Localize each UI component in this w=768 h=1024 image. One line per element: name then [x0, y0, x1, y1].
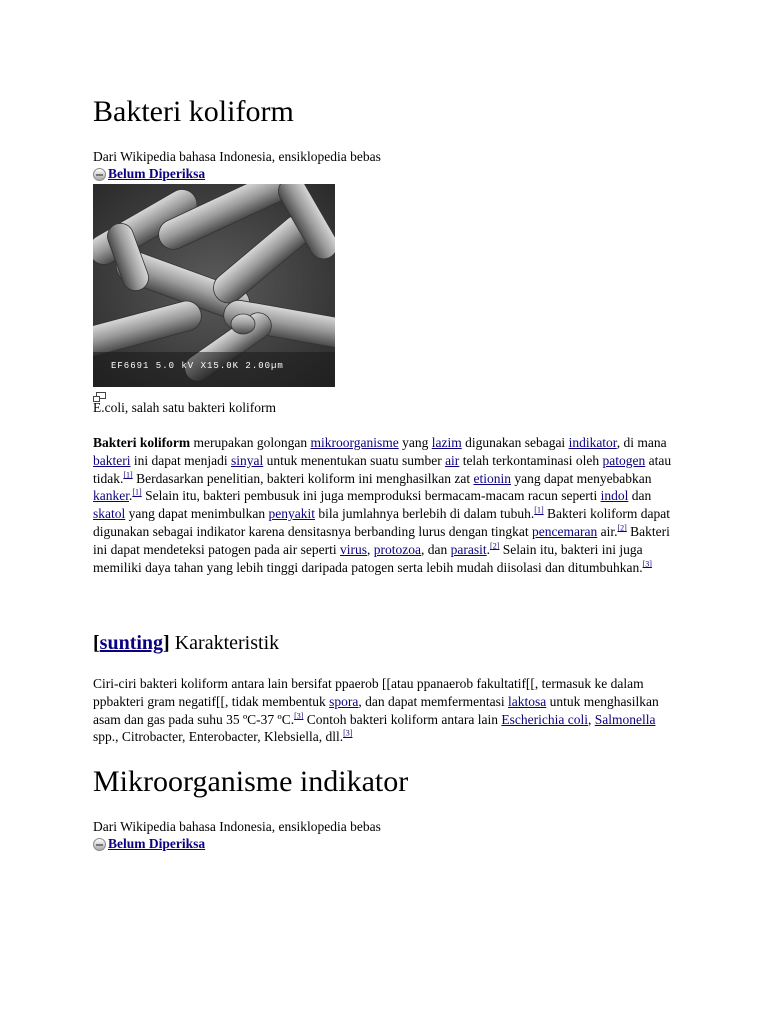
link-indikator[interactable]: indikator: [568, 435, 617, 450]
edit-section-link[interactable]: sunting: [99, 632, 164, 654]
ref-2[interactable]: [2]: [490, 541, 500, 551]
review-status-link[interactable]: Belum Diperiksa: [108, 166, 206, 181]
link-salmonella[interactable]: Salmonella: [594, 711, 656, 727]
ref-1[interactable]: [1]: [123, 470, 133, 480]
page-title: Bakteri koliform: [93, 95, 294, 128]
link-protozoa[interactable]: protozoa: [373, 541, 422, 557]
ecoli-image[interactable]: [93, 184, 335, 387]
link-skatol[interactable]: skatol: [93, 506, 126, 522]
image-caption: E.coli, salah satu bakteri koliform: [93, 400, 276, 415]
characteristics-paragraph: Ciri-ciri bakteri koliform antara lain bersifat ppaerob [[atau ppanaerob fakultatif[[, termasuk ke dalam ppbakteri gram negatif[[, tidak membentuk spora, dan dapat memfermentasi laktosa untuk menghasilkan asam dan gas pada suhu 35 ºC-37 ºC.[3] Contoh bakteri koliform antara lain Escherichia coli, Salmonella spp., Citrobacter, Enterobacter, Klebsiella, dll.[3]: [93, 676, 659, 745]
review-status: [93, 166, 205, 182]
link-parasit[interactable]: parasit: [450, 541, 487, 557]
ref-3[interactable]: [3]: [642, 559, 652, 569]
link-patogen[interactable]: patogen: [602, 452, 646, 468]
unreviewed-icon: [93, 168, 106, 181]
second-review-status-link[interactable]: Belum Diperiksa: [108, 836, 206, 851]
ecoli-micrograph: [93, 184, 335, 387]
link-lazim[interactable]: lazim: [431, 435, 462, 450]
link-penyakit[interactable]: penyakit: [268, 506, 315, 522]
second-page-title: Mikroorganisme indikator: [93, 765, 409, 798]
link-sinyal[interactable]: sinyal: [230, 452, 264, 468]
link-escherichia-coli[interactable]: Escherichia coli: [501, 711, 588, 727]
link-spora[interactable]: spora: [329, 693, 359, 709]
intro-paragraph: Bakteri koliform merupakan golongan mikroorganisme yang lazim digunakan sebagai indikator, di mana bakteri ini dapat menjadi sinyal untuk menentukan suatu sumber air telah terkontaminasi oleh patogen atau tidak.[1] Berdasarkan penelitian, bakteri koliform ini menghasilkan zat etionin yang dapat menyebabkan kanker.[1] Selain itu, bakteri pembusuk ini juga memproduksi bermacam-macam racun seperti indol dan skatol yang dapat menimbulkan penyakit bila jumlahnya berlebih di dalam tubuh.[1] Bakteri koliform dapat digunakan sebagai indikator karena densitasnya berbanding lurus dengan tingkat pencemaran air.[2] Bakteri ini dapat mendeteksi patogen pada air seperti virus, protozoa, dan parasit.[2] Selain itu, bakteri ini juga memiliki daya tahan yang lebih tinggi daripada patogen serta lebih mudah diisolasi dan ditumbuhkan.[3]: [93, 435, 672, 575]
unreviewed-icon: [93, 838, 106, 851]
section-title: Karakteristik: [174, 632, 280, 654]
link-kanker[interactable]: kanker: [93, 488, 129, 504]
link-pencemaran[interactable]: pencemaran: [532, 523, 598, 539]
ref-3[interactable]: [3]: [343, 728, 353, 738]
ref-2[interactable]: [2]: [617, 523, 627, 533]
link-indol[interactable]: indol: [600, 488, 629, 504]
second-site-subtitle: Dari Wikipedia bahasa Indonesia, ensiklopedia bebas: [93, 819, 381, 834]
section-heading: [93, 631, 279, 655]
second-review-status: [93, 836, 205, 852]
link-virus[interactable]: virus: [340, 541, 368, 557]
ref-1[interactable]: [1]: [132, 487, 142, 497]
edit-bracket-open: [: [93, 632, 100, 654]
link-bakteri[interactable]: bakteri: [93, 452, 131, 468]
link-air[interactable]: air: [445, 452, 460, 468]
ref-3[interactable]: [3]: [294, 711, 304, 721]
ref-1[interactable]: [1]: [534, 505, 544, 515]
edit-bracket-close: ]: [163, 632, 170, 654]
micrograph-overlay-text: EF6691 5.0 kV X15.0K 2.00µm: [111, 361, 284, 371]
site-subtitle: Dari Wikipedia bahasa Indonesia, ensiklopedia bebas: [93, 149, 381, 164]
link-etionin[interactable]: etionin: [473, 470, 511, 486]
link-mikroorganisme[interactable]: mikroorganisme: [310, 435, 399, 450]
link-laktosa[interactable]: laktosa: [508, 693, 547, 709]
